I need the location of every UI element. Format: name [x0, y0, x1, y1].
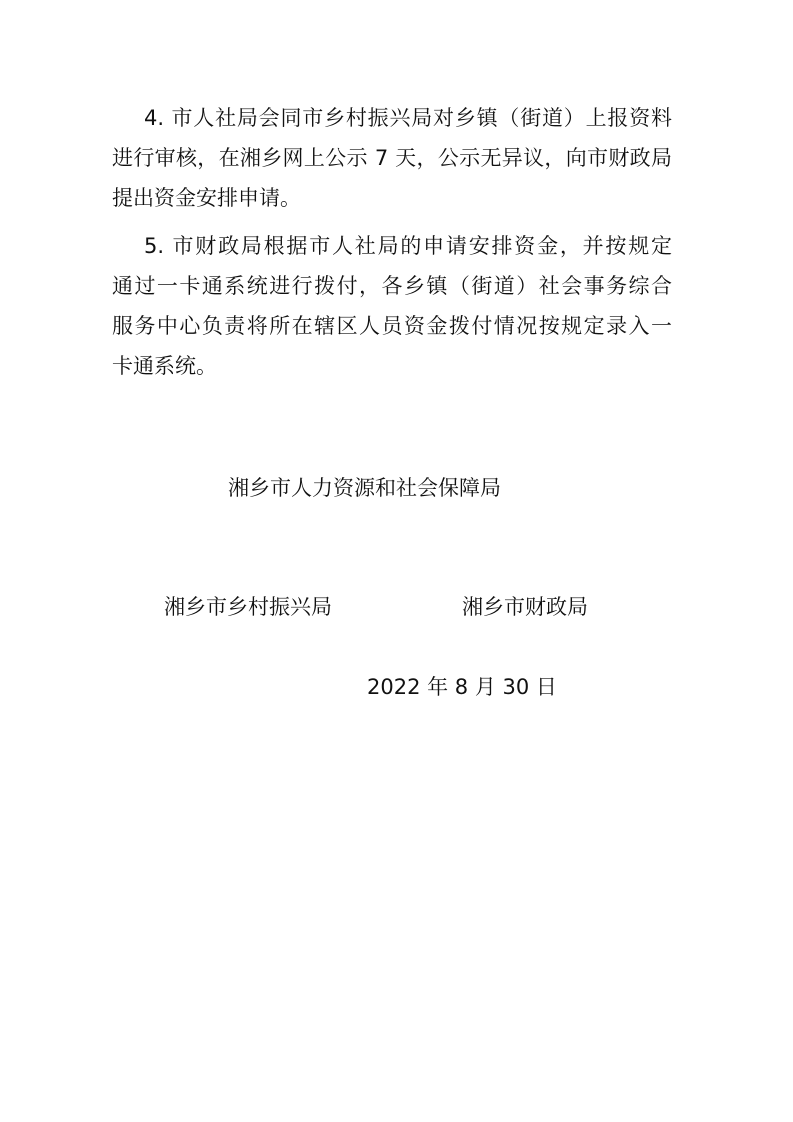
paragraph-4-line-2: 进行审核，在湘乡网上公示 7 天，公示无异议，向市财政局: [112, 146, 672, 170]
paragraph-5-line-3: 服务中心负责将所在辖区人员资金拨付情况按规定录入一: [112, 314, 672, 338]
paragraph-4-line-1: 4. 市人社局会同市乡村振兴局对乡镇（街道）上报资料: [144, 106, 672, 130]
signature-finance-bureau: 湘乡市财政局: [462, 595, 588, 619]
signature-hrss-bureau: 湘乡市人力资源和社会保障局: [228, 476, 501, 500]
paragraph-5-line-4: 卡通系统。: [112, 354, 217, 378]
paragraph-5-line-2: 通过一卡通系统进行拨付，各乡镇（街道）社会事务综合: [112, 274, 672, 298]
signature-rural-revitalization-bureau: 湘乡市乡村振兴局: [164, 595, 332, 619]
document-date: 2022 年 8 月 30 日: [367, 675, 557, 699]
paragraph-5-line-1: 5. 市财政局根据市人社局的申请安排资金，并按规定: [144, 234, 672, 258]
paragraph-4-line-3: 提出资金安排申请。: [112, 186, 301, 210]
